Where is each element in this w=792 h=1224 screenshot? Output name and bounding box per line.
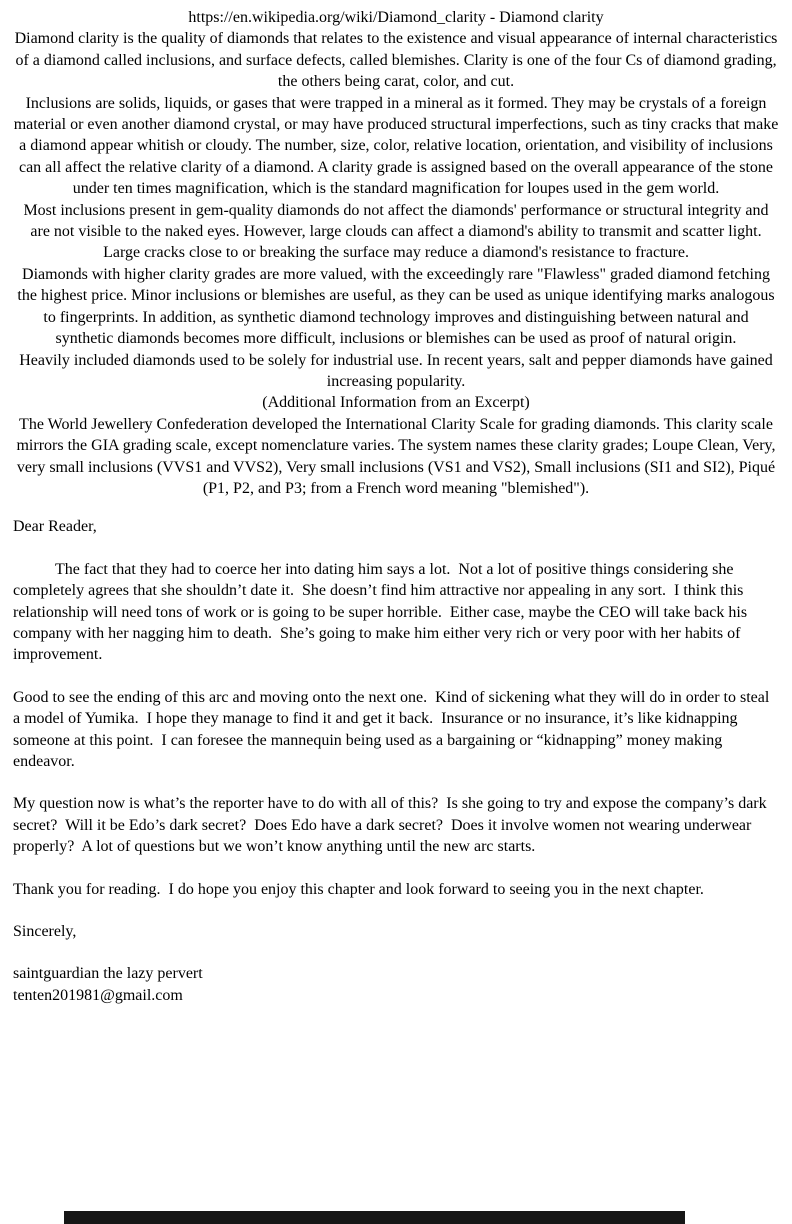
letter-paragraph: Good to see the ending of this arc and moving onto the next one. Kind of sickening what they will do in order to steal a model of Yumika. I hope they manage to find it and get it back. Insurance or no insurance, it’s like kidnapping someone at this point. I can foresee the mannequin being used as a bargaining or “kidnapping” money making endeavor. (13, 688, 774, 770)
letter-paragraph: The fact that they had to coerce her into dating him says a lot. Not a lot of positive things considering she completely agrees that she shouldn’t date it. She doesn’t find him attractive nor appealing in any sort. I think this relationship will need tons of work or is going to be super horrible. Either case, maybe the CEO will take back his company with her nagging him to death. She’s going to make him either very rich or very poor with her habits of improvement. (13, 560, 752, 664)
wiki-paragraph: Diamond clarity is the quality of diamonds that relates to the existence and visual appearance of internal characteristics of a diamond called inclusions, and surface defects, called blemishes. Clarity is one of the four Cs of diamond grading, the others being carat, color, and cut. (14, 30, 782, 91)
closing: Sincerely, (13, 923, 77, 941)
excerpt-note: (Additional Information from an Excerpt) (262, 394, 530, 412)
signature-name: saintguardian the lazy pervert (13, 965, 203, 983)
salutation: Dear Reader, (13, 518, 97, 536)
letter-paragraph: My question now is what’s the reporter have to do with all of this? Is she going to try and expose the company’s dark secret? Will it be Edo’s dark secret? Does Edo have a dark secret? Does it involve women not wearing underwear properly? A lot of questions but we won’t know anything until the new arc starts. (13, 795, 771, 856)
excerpt-paragraph: The World Jewellery Confederation developed the International Clarity Scale for grading diamonds. This clarity scale mirrors the GIA grading scale, except nomenclature varies. The system names these clarity grades; Loupe Clean, Very, very small inclusions (VVS1 and VVS2), Very small inclusions (VS1 and VS2), Small inclusions (SI1 and SI2), Piqué (P1, P2, and P3; from a French word meaning "blemished"). (16, 415, 780, 497)
wiki-paragraph: Most inclusions present in gem-quality diamonds do not affect the diamonds' performance or structural integrity and are not visible to the naked eyes. However, large clouds can affect a diamond's ability to transmit and scatter light. Large cracks close to or breaking the surface may reduce a diamond's resistance to fracture. (23, 201, 773, 262)
signature-email: tenten201981@gmail.com (13, 986, 183, 1004)
wiki-paragraph: Diamonds with higher clarity grades are more valued, with the exceedingly rare "Flawless" graded diamond fetching the highest price. Minor inclusions or blemishes are useful, as they can be used as unique identifying marks analogous to fingerprints. In addition, as synthetic diamond technology improves and distinguishing between natural and synthetic diamonds becomes more difficult, inclusions or blemishes can be used as proof of natural origin. (17, 265, 779, 348)
reader-letter-section (13, 516, 779, 1006)
wiki-paragraph: Heavily included diamonds used to be solely for industrial use. In recent years, salt and pepper diamonds have gained increasing popularity. (19, 351, 777, 390)
source-url-line: https://en.wikipedia.org/wiki/Diamond_clarity - Diamond clarity (188, 9, 604, 26)
wiki-excerpt-section (13, 7, 783, 499)
signature-block (13, 963, 779, 1006)
wiki-paragraph: Inclusions are solids, liquids, or gases that were trapped in a mineral as it formed. They may be crystals of a foreign material or even another diamond crystal, or may have produced structural imperfections, such as tiny cracks that make a diamond appear whitish or cloudy. The number, size, color, relative location, orientation, and visibility of inclusions can all affect the relative clarity of a diamond. A clarity grade is assigned based on the overall appearance of the stone under ten times magnification, which is the standard magnification for loupes used in the gem world. (13, 94, 783, 198)
letter-paragraph: Thank you for reading. I do hope you enjoy this chapter and look forward to seeing you in the next chapter. (13, 880, 704, 898)
bottom-image-strip (64, 1211, 685, 1224)
